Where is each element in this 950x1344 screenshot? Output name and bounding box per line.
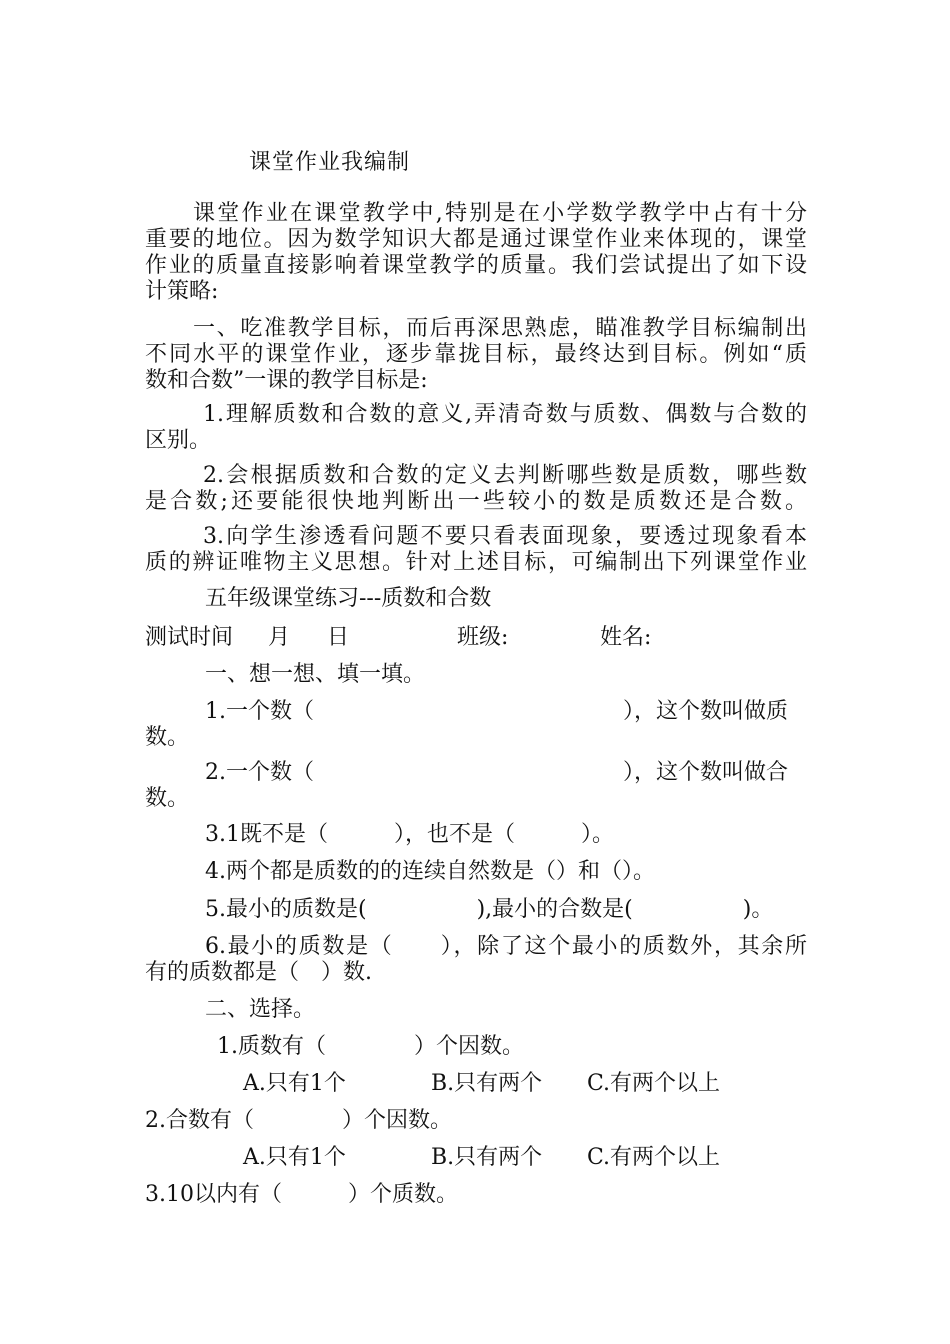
- header-time-label: 测试时间: [145, 625, 234, 650]
- s2-q1-option-b: B.只有两个: [431, 1071, 543, 1096]
- goal-1-line-2: 区别。: [145, 428, 212, 453]
- s1-q1-part-a: 1.一个数（: [205, 699, 314, 724]
- s2-q1-option-a: A.只有1个: [243, 1071, 346, 1096]
- intro-line-2: 重要的地位。因为数学知识大都是通过课堂作业来体现的，课堂: [145, 227, 807, 252]
- s1-q6-line-1: 6.最小的质数是（ ），除了这个最小的质数外，其余所: [205, 934, 807, 959]
- intro-line-4: 计策略:: [145, 279, 219, 304]
- s1-q1-part-b: ），这个数叫做质: [623, 699, 789, 724]
- s1-q3: 3.1既不是（ ），也不是（ ）。: [205, 822, 614, 847]
- s2-q2-option-a: A.只有1个: [243, 1145, 346, 1170]
- s2-q2-option-b: B.只有两个: [431, 1145, 543, 1170]
- section-1-heading: 一、想一想、填一填。: [205, 662, 426, 687]
- strategy-line-1: 一、吃准教学目标，而后再深思熟虑，瞄准教学目标编制出: [193, 316, 807, 341]
- page-title: 课堂作业我编制: [249, 150, 411, 175]
- s2-q2-option-c: C.有两个以上: [587, 1145, 721, 1170]
- s2-q1-option-c: C.有两个以上: [587, 1071, 721, 1096]
- s1-q2-part-b: ），这个数叫做合: [623, 760, 789, 785]
- s2-q2: 2.合数有（ ）个因数。: [145, 1108, 452, 1133]
- intro-line-1: 课堂作业在课堂教学中,特别是在小学数学教学中占有十分: [193, 201, 807, 226]
- goal-2-line-2: 是合数;还要能很快地判断出一些较小的数是质数还是合数。: [145, 489, 807, 514]
- header-class-label: 班级:: [457, 625, 509, 650]
- s1-q2-part-a: 2.一个数（: [205, 760, 314, 785]
- intro-line-3: 作业的质量直接影响着课堂教学的质量。我们尝试提出了如下设: [145, 253, 807, 278]
- s1-q5: 5.最小的质数是( ),最小的合数是( )。: [205, 897, 774, 922]
- goal-1-line-1: 1.理解质数和合数的意义,弄清奇数与质数、偶数与合数的: [203, 402, 807, 427]
- strategy-line-3: 数和合数”一课的教学目标是:: [145, 368, 428, 393]
- header-day-label: 日: [327, 625, 350, 650]
- s1-q4: 4.两个都是质数的的连续自然数是（）和（）。: [205, 859, 655, 884]
- s1-q2-part-c: 数。: [145, 786, 190, 811]
- s2-q1: 1.质数有（ ）个因数。: [217, 1034, 524, 1059]
- goal-2-line-1: 2.会根据质数和合数的定义去判断哪些数是质数，哪些数: [203, 463, 807, 488]
- s2-q3: 3.10以内有（ ）个质数。: [145, 1182, 458, 1207]
- s1-q1-part-c: 数。: [145, 725, 190, 750]
- s1-q6-line-2: 有的质数都是（ ）数.: [145, 960, 372, 985]
- section-2-heading: 二、选择。: [205, 997, 316, 1022]
- header-month-label: 月: [268, 625, 291, 650]
- goal-3-line-1: 3.向学生渗透看问题不要只看表面现象，要透过现象看本: [203, 524, 807, 549]
- worksheet-title: 五年级课堂练习---质数和合数: [205, 586, 492, 611]
- header-name-label: 姓名:: [600, 625, 652, 650]
- strategy-line-2: 不同水平的课堂作业，逐步靠拢目标，最终达到目标。例如“质: [145, 342, 807, 367]
- goal-3-line-2: 质的辨证唯物主义思想。针对上述目标，可编制出下列课堂作业: [145, 550, 807, 575]
